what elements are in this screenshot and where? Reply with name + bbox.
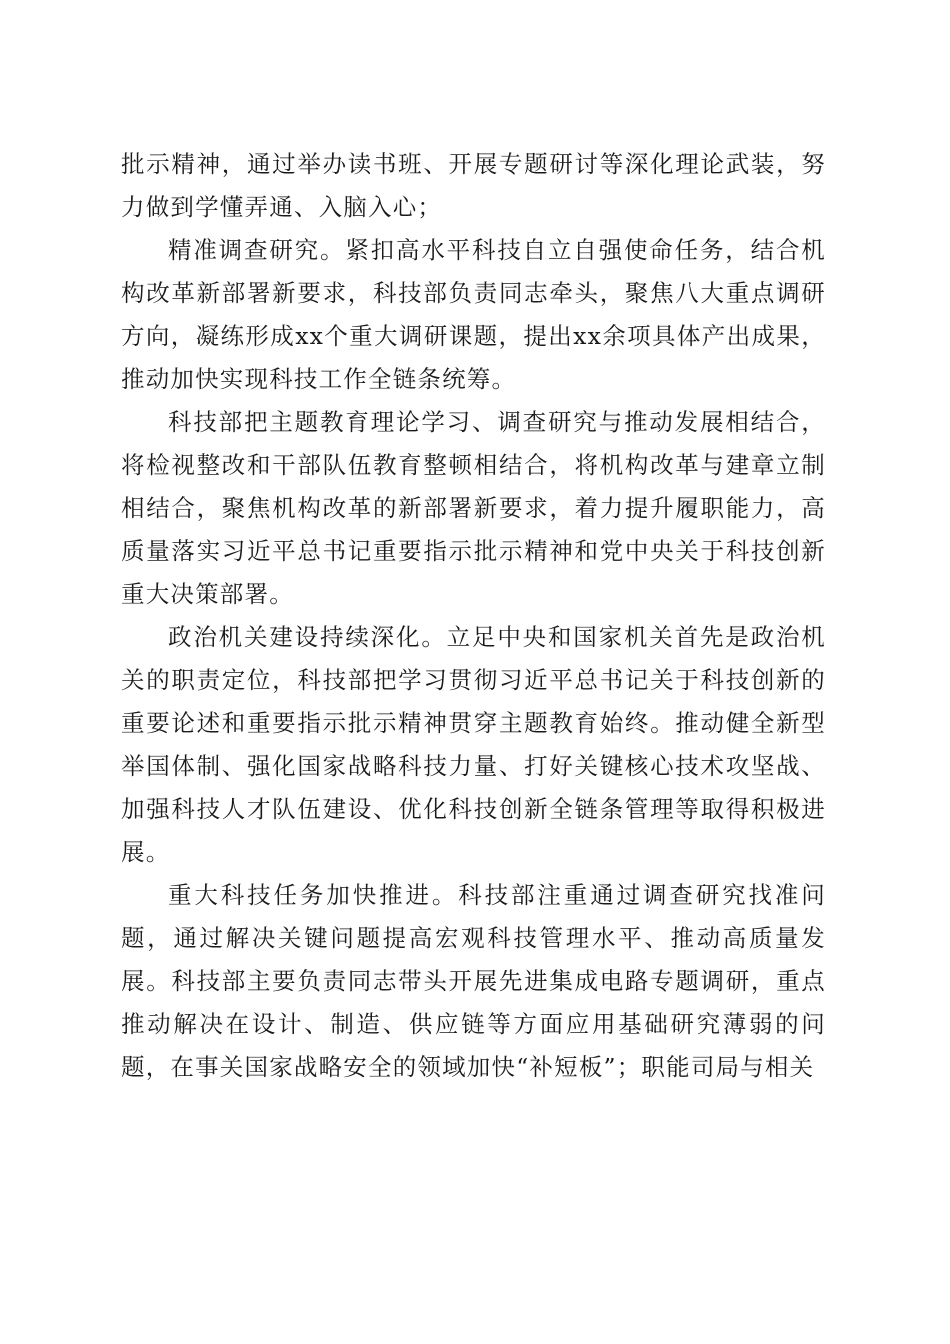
paragraph-political-organ: 政治机关建设持续深化。立足中央和国家机关首先是政治机关的职责定位，科技部把学习贯彻习近平总书记关于科技创新的重要论述和重要指示批示精神贯穿主题教育始终。推动健全新型举国体制、强化国家战略科技力量、打好关键核心技术攻坚战、加强科技人才队伍建设、优化科技创新全链条管理等取得积极进展。 — [121, 623, 826, 866]
paragraph-precise-research: 精准调查研究。紧扣高水平科技自立自强使命任务，结合机构改革新部署新要求，科技部负责同志牵头，聚焦八大重点调研方向，凝练形成xx个重大调研课题，提出xx余项具体产出成果，推动加快实现科技工作全链条统筹。 — [121, 236, 826, 393]
paragraph-combination: 科技部把主题教育理论学习、调查研究与推动发展相结合，将检视整改和干部队伍教育整顿相结合，将机构改革与建章立制相结合，聚焦机构改革的新部署新要求，着力提升履职能力，高质量落实习近平总书记重要指示批示精神和党中央关于科技创新重大决策部署。 — [121, 408, 826, 608]
paragraph-continued: 批示精神，通过举办读书班、开展专题研讨等深化理论武装，努力做到学懂弄通、入脑入心； — [121, 150, 826, 221]
body-text — [121, 143, 826, 1089]
paragraph-major-tasks: 重大科技任务加快推进。科技部注重通过调查研究找准问题，通过解决关键问题提高宏观科技管理水平、推动高质量发展。科技部主要负责同志带头开展先进集成电路专题调研，重点推动解决在设计、制造、供应链等方面应用基础研究薄弱的问题，在事关国家战略安全的领域加快“补短板”；职能司局与相关 — [121, 881, 826, 1081]
